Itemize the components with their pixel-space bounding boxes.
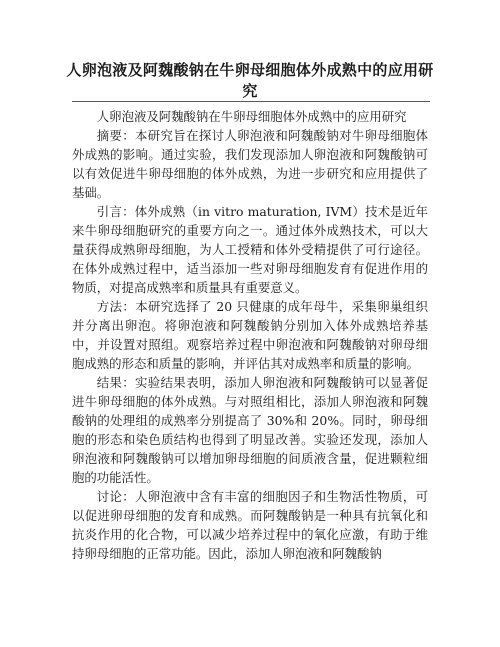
document-body (72, 107, 428, 563)
paragraph-discussion: 讨论：人卵泡液中含有丰富的细胞因子和生物活性物质，可以促进卵母细胞的发育和成熟。而阿魏酸钠是一种具有抗氧化和抗炎作用的化合物，可以减少培养过程中的氧化应激，有助于维持卵母细胞的正常功能。因此，添加人卵泡液和阿魏酸钠 (72, 489, 428, 561)
paragraph-introduction: 引言：体外成熟（in vitro maturation, IVM）技术是近年来牛卵母细胞研究的重要方向之一。通过体外成熟技术，可以大量获得成熟卵母细胞，为人工授精和体外受精提供了可行途径。在体外成熟过程中，适当添加一些对卵母细胞发育有促进作用的物质，对提高成熟率和质量具有重要意义。 (72, 204, 428, 295)
paragraph-abstract: 摘要：本研究旨在探讨人卵泡液和阿魏酸钠对牛卵母细胞体外成熟的影响。通过实验，我们发现添加人卵泡液和阿魏酸钠可以有效促进牛卵母细胞的体外成熟，为进一步研究和应用提供了基础。 (72, 128, 428, 200)
paragraph-methods: 方法：本研究选择了 20 只健康的成年母牛，采集卵巢组织并分离出卵泡。将卵泡液和阿魏酸钠分别加入体外成熟培养基中，并设置对照组。观察培养过程中卵泡液和阿魏酸钠对卵母细胞成熟的形态和质量的影响，并评估其对成熟率和质量的影响。 (72, 299, 428, 371)
title-divider (72, 101, 430, 102)
paragraph-results: 结果：实验结果表明，添加人卵泡液和阿魏酸钠可以显著促进牛卵母细胞的体外成熟。与对照组相比，添加人卵泡液和阿魏酸钠的处理组的成熟率分别提高了 30%和 20%。同时，卵母细胞的形态和染色质结构也得到了明显改善。实验还发现，添加人卵泡液和阿魏酸钠可以增加卵母细胞的间质液含量，促进颗粒细胞的功能活性。 (72, 375, 428, 485)
paragraph-heading-repeat: 人卵泡液及阿魏酸钠在牛卵母细胞体外成熟中的应用研究 (96, 109, 407, 124)
document-title: 人卵泡液及阿魏酸钠在牛卵母细胞体外成熟中的应用研究 (66, 61, 434, 100)
